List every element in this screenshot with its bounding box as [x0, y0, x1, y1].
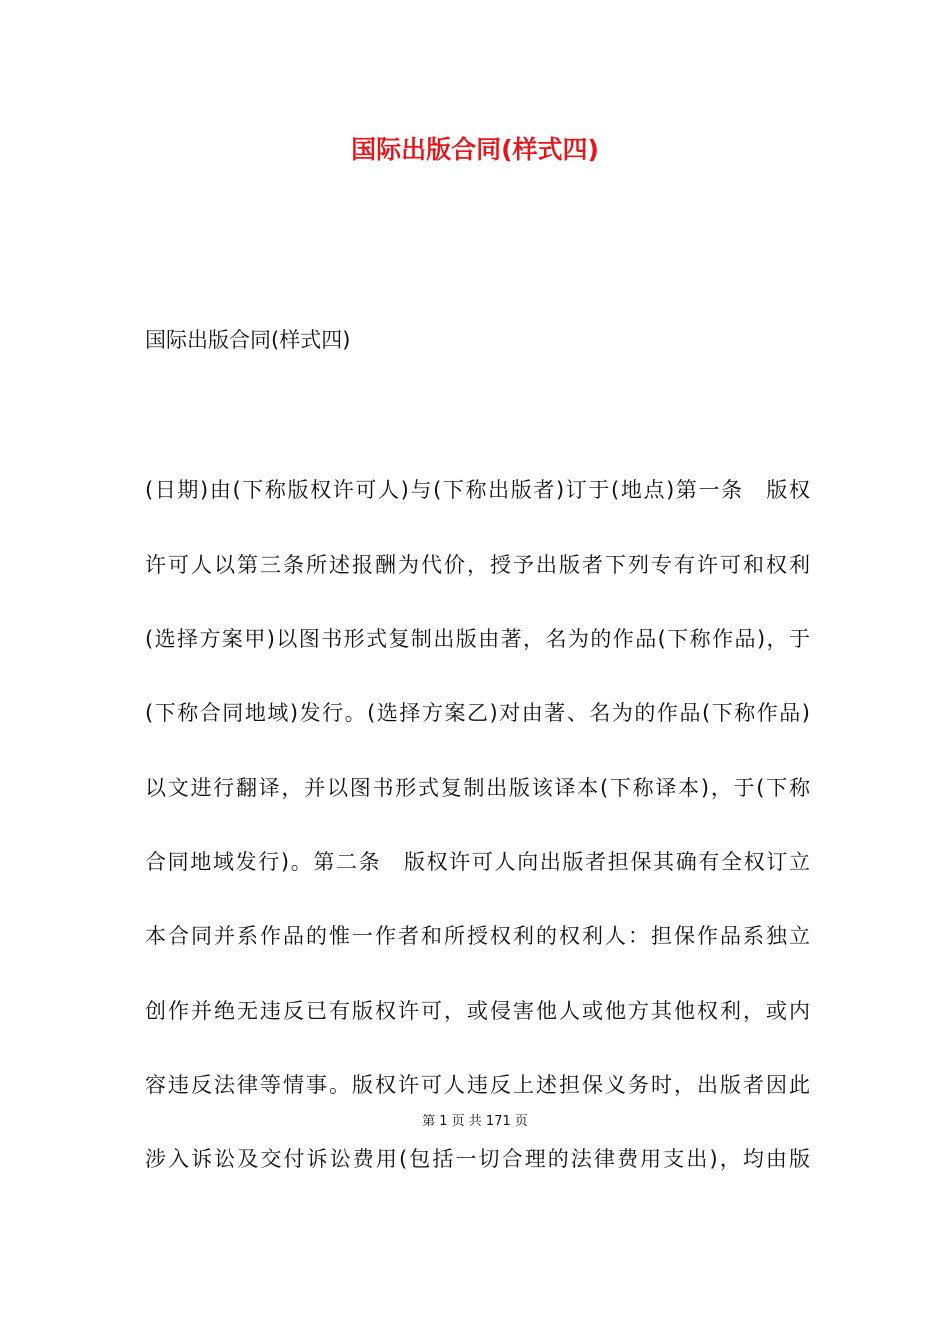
body-line: (选择方案甲)以图书形式复制出版由著，名为的作品(下称作品)，于	[145, 627, 810, 651]
body-line: (日期)由(下称版权许可人)与(下称出版者)订于(地点)第一条 版权	[145, 478, 810, 502]
body-line: 以文进行翻译，并以图书形式复制出版该译本(下称译本)，于(下称	[145, 776, 810, 800]
body-line: 许可人以第三条所述报酬为代价，授予出版者下列专有许可和权利	[145, 553, 810, 577]
body-line: 创作并绝无违反已有版权许可，或侵害他人或他方其他权利，或内	[145, 999, 810, 1023]
body-line: 容违反法律等情事。版权许可人违反上述担保义务时，出版者因此	[145, 1073, 810, 1097]
body-line: 合同地域发行)。第二条 版权许可人向出版者担保其确有全权订立	[145, 850, 810, 874]
body-line: 涉入诉讼及交付诉讼费用(包括一切合理的法律费用支出)，均由版	[145, 1147, 810, 1171]
document-subtitle: 国际出版合同(样式四)	[145, 328, 351, 352]
document-title: 国际出版合同(样式四)	[351, 135, 599, 164]
page-number: 第 1 页 共 171 页	[422, 1114, 528, 1129]
body-line: 本合同并系作品的惟一作者和所授权利的权利人：担保作品系独立	[145, 924, 810, 948]
body-line: (下称合同地域)发行。(选择方案乙)对由著、名为的作品(下称作品)	[145, 701, 810, 725]
